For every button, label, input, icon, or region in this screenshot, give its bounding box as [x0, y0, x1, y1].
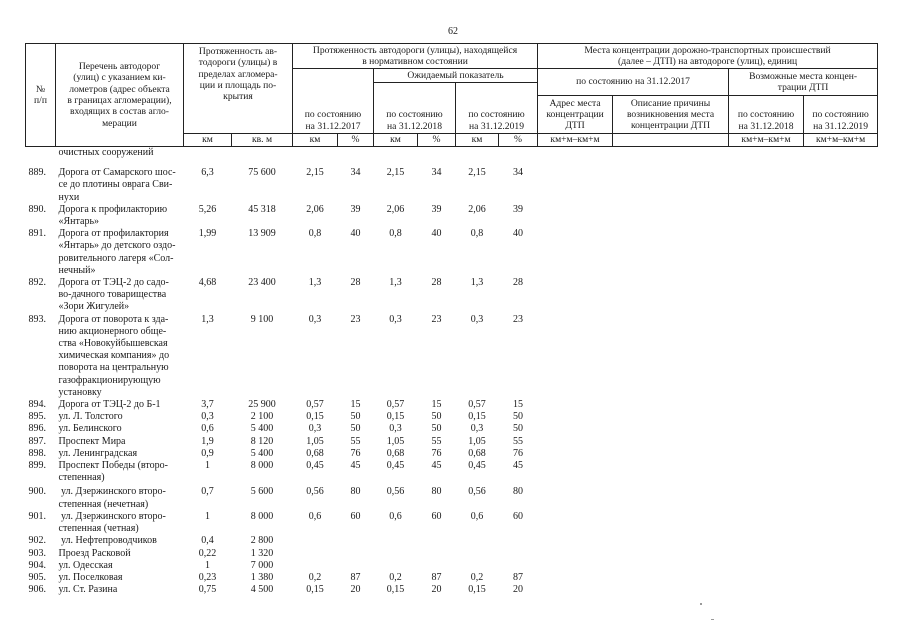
- normative-km-2017: 0,15: [306, 411, 324, 423]
- row-number: 896.: [28, 423, 46, 435]
- table-row: [26, 277, 878, 314]
- coverage-area-sqm: 8 000: [250, 510, 274, 522]
- row-number: 889.: [28, 167, 46, 179]
- length-km: 1,3: [201, 313, 214, 325]
- normative-km-2019: 0,3: [470, 423, 484, 435]
- normative-percent-2019: 50: [513, 411, 524, 423]
- normative-percent-2017: 45: [350, 460, 361, 472]
- normative-percent-2019: 15: [513, 399, 524, 411]
- normative-percent-2017: 23: [350, 313, 361, 325]
- unit-length-km: км: [184, 134, 232, 147]
- length-km: 3,7: [201, 399, 214, 411]
- table-body: [26, 147, 878, 597]
- header-accident-sites: Места концентрации дорожно-транспортных происшествий (далее – ДТП) на автодороге (улиц), единиц: [538, 44, 878, 69]
- coverage-area-sqm: 1 320: [250, 547, 274, 559]
- scan-speck: [711, 619, 714, 620]
- header-possible-2018: по состоянию на 31.12.2018: [729, 96, 804, 134]
- table-row: [26, 314, 878, 399]
- normative-km-2018: 0,3: [389, 313, 402, 325]
- row-number: 902.: [28, 535, 46, 547]
- coverage-area-sqm: 8 000: [250, 460, 274, 472]
- row-number: 906.: [28, 584, 46, 596]
- normative-percent-2018: 39: [431, 203, 442, 215]
- header-expected-indicator: Ожидаемый показатель: [374, 69, 538, 83]
- normative-km-2018: 0,8: [389, 228, 402, 240]
- normative-percent-2019: 45: [513, 460, 524, 472]
- road-name: ул. Дзержинского второ- степенная (четная): [58, 510, 166, 535]
- normative-km-2017: 0,56: [306, 486, 324, 498]
- table-row: [26, 584, 878, 596]
- normative-km-2018: 0,57: [386, 399, 405, 411]
- normative-km-2019: 2,06: [468, 203, 486, 215]
- normative-km-2018: 0,6: [389, 510, 402, 522]
- normative-km-2017: 0,68: [306, 447, 324, 459]
- unit-normative-percent-2019: %: [499, 134, 538, 147]
- coverage-area-sqm: 25 900: [248, 399, 276, 411]
- length-km: 1: [205, 559, 210, 571]
- coverage-area-sqm: 13 909: [248, 228, 276, 240]
- coverage-area-sqm: 23 400: [248, 277, 276, 289]
- normative-percent-2018: 28: [431, 277, 442, 289]
- length-km: 6,3: [201, 167, 214, 179]
- unit-normative-percent-2018: %: [418, 134, 456, 147]
- length-km: 0,3: [201, 411, 214, 423]
- header-road-list: Перечень автодорог (улиц) с указанием ки- лометров (адрес объекта в границах агломерации), входящих в состав агло- мерации: [56, 44, 184, 147]
- normative-percent-2018: 55: [431, 435, 442, 447]
- normative-km-2017: 0,45: [306, 460, 324, 472]
- road-name: ул. Поселковая: [58, 571, 123, 583]
- normative-percent-2019: 40: [513, 228, 524, 240]
- header-normative-2019: по состоянию на 31.12.2019: [456, 83, 538, 134]
- normative-percent-2019: 55: [513, 435, 524, 447]
- scan-speck: [700, 603, 702, 605]
- normative-percent-2017: 87: [350, 571, 361, 583]
- table-row: [26, 159, 878, 204]
- normative-percent-2018: 45: [431, 460, 442, 472]
- normative-km-2019: 0,15: [468, 584, 486, 596]
- header-normative-2018: по состоянию на 31.12.2018: [374, 83, 456, 134]
- road-name: Дорога от ТЭЦ-2 до садо- во-дачного товарищества «Зори Жигулей»: [58, 277, 169, 313]
- normative-percent-2017: 80: [350, 486, 361, 498]
- road-name: ул. Нефтепроводчиков: [58, 535, 157, 547]
- normative-percent-2019: 50: [513, 423, 524, 435]
- road-name: Проезд Расковой: [58, 547, 131, 559]
- coverage-area-sqm: 2 100: [250, 411, 274, 423]
- normative-km-2019: 0,68: [468, 447, 486, 459]
- normative-km-2019: 2,15: [468, 167, 486, 179]
- road-name: ул. Белинского: [58, 423, 122, 435]
- coverage-area-sqm: 5 400: [250, 447, 274, 459]
- table-row: [26, 548, 878, 560]
- normative-km-2018: 0,56: [386, 486, 405, 498]
- normative-km-2017: 1,05: [306, 435, 324, 447]
- coverage-area-sqm: 2 800: [250, 535, 274, 547]
- table-row: [26, 511, 878, 535]
- normative-percent-2017: 20: [350, 584, 361, 596]
- header-accidents-2017: по состоянию на 31.12.2017: [538, 69, 729, 96]
- normative-percent-2018: 40: [431, 228, 442, 240]
- row-number: 903.: [28, 547, 46, 559]
- normative-percent-2019: 87: [513, 571, 524, 583]
- normative-km-2018: 0,45: [386, 460, 405, 472]
- length-km: 0,4: [201, 535, 214, 547]
- normative-km-2017: 0,3: [308, 313, 322, 325]
- coverage-area-sqm: 1 380: [250, 571, 274, 583]
- unit-area-sqm: кв. м: [232, 134, 293, 147]
- normative-percent-2017: 15: [350, 399, 361, 411]
- normative-km-2018: 0,15: [386, 411, 405, 423]
- table-row: [26, 399, 878, 411]
- unit-possible-2019: км+м–км+м: [804, 134, 878, 147]
- unit-accident-cause-blank: [613, 134, 729, 147]
- road-name: Проспект Победы (второ- степенная): [58, 460, 168, 484]
- header-number: № п/п: [26, 44, 56, 147]
- length-km: 1,9: [201, 435, 214, 447]
- row-number: 895.: [28, 411, 46, 423]
- normative-percent-2017: 40: [350, 228, 361, 240]
- row-number: 897.: [28, 435, 46, 447]
- row-number: 899.: [28, 460, 46, 472]
- table-row: [26, 535, 878, 547]
- normative-km-2017: 0,57: [306, 399, 324, 411]
- normative-km-2018: 0,68: [386, 447, 405, 459]
- coverage-area-sqm: 8 120: [250, 435, 274, 447]
- normative-percent-2018: 80: [431, 486, 442, 498]
- page-number: 62: [448, 26, 458, 37]
- unit-normative-percent-2017: %: [338, 134, 374, 147]
- row-number: 901.: [28, 510, 46, 522]
- normative-km-2019: 0,57: [468, 399, 486, 411]
- normative-km-2018: 0,3: [389, 423, 402, 435]
- table-row: [26, 204, 878, 228]
- normative-percent-2019: 28: [513, 277, 524, 289]
- header-possible-sites: Возможные места концен- трации ДТП: [729, 69, 878, 96]
- table-row: [26, 572, 878, 584]
- length-km: 0,6: [201, 423, 214, 435]
- road-name: Дорога от ТЭЦ-2 до Б-1: [58, 399, 161, 411]
- normative-km-2017: 0,2: [308, 571, 322, 583]
- length-km: 0,9: [201, 447, 214, 459]
- header-normative-2017: по состоянию на 31.12.2017: [293, 69, 374, 134]
- normative-percent-2018: 76: [431, 447, 442, 459]
- normative-percent-2019: 20: [513, 584, 524, 596]
- normative-km-2017: 0,8: [308, 228, 322, 240]
- row-number: 904.: [28, 559, 46, 571]
- continuation-row: [26, 147, 878, 160]
- normative-km-2017: 2,15: [306, 167, 324, 179]
- normative-km-2017: 0,3: [308, 423, 322, 435]
- unit-possible-2018: км+м–км+м: [729, 134, 804, 147]
- row-number: 891.: [28, 228, 46, 240]
- row-number: 898.: [28, 447, 46, 459]
- road-name: Дорога от Самарского шос- се до плотины оврага Сви- нухи: [58, 167, 176, 203]
- normative-km-2018: 2,15: [386, 167, 405, 179]
- normative-percent-2019: 60: [513, 510, 524, 522]
- normative-percent-2017: 76: [350, 447, 361, 459]
- road-name: ул. Ленинградская: [58, 447, 138, 459]
- road-table: [25, 43, 878, 596]
- normative-percent-2017: 50: [350, 423, 361, 435]
- normative-km-2019: 1,05: [468, 435, 486, 447]
- table-row: [26, 460, 878, 484]
- normative-km-2017: 1,3: [308, 277, 322, 289]
- unit-normative-km-2019: км: [456, 134, 499, 147]
- normative-percent-2017: 39: [350, 203, 361, 215]
- unit-accident-address: км+м–км+м: [538, 134, 613, 147]
- normative-percent-2019: 34: [513, 167, 524, 179]
- normative-percent-2017: 34: [350, 167, 361, 179]
- road-name: ул. Л. Толстого: [58, 411, 123, 423]
- length-km: 5,26: [198, 203, 217, 215]
- normative-percent-2018: 23: [431, 313, 442, 325]
- header-possible-2019: по состоянию на 31.12.2019: [804, 96, 878, 134]
- normative-km-2019: 0,15: [468, 411, 486, 423]
- coverage-area-sqm: 4 500: [250, 584, 274, 596]
- row-number: 905.: [28, 571, 46, 583]
- unit-normative-km-2017: км: [293, 134, 338, 147]
- normative-km-2019: 0,3: [470, 313, 484, 325]
- row-number: 893.: [28, 313, 46, 325]
- table-row: [26, 484, 878, 510]
- road-name: ул. Одесская: [58, 559, 113, 571]
- normative-percent-2018: 60: [431, 510, 442, 522]
- header-length: Протяженность ав- тодороги (улицы) в пределах агломера- ции и площадь по- крытия: [184, 44, 293, 134]
- header-accident-address: Адрес места концентрации ДТП: [538, 96, 613, 134]
- normative-percent-2018: 15: [431, 399, 442, 411]
- length-km: 0,75: [198, 584, 217, 596]
- header-normative-length: Протяженность автодороги (улицы), находящейся в нормативном состоянии: [293, 44, 538, 69]
- normative-percent-2019: 39: [513, 203, 524, 215]
- coverage-area-sqm: 9 100: [250, 313, 274, 325]
- normative-km-2019: 0,6: [470, 510, 484, 522]
- length-km: 0,22: [198, 547, 217, 559]
- normative-percent-2018: 50: [431, 411, 442, 423]
- normative-km-2018: 1,05: [386, 435, 405, 447]
- normative-percent-2017: 50: [350, 411, 361, 423]
- coverage-area-sqm: 45 318: [248, 203, 276, 215]
- unit-normative-km-2018: км: [374, 134, 418, 147]
- normative-km-2019: 0,8: [470, 228, 484, 240]
- normative-km-2017: 0,6: [308, 510, 322, 522]
- table-row: [26, 448, 878, 460]
- road-name: ул. Ст. Разина: [58, 584, 118, 596]
- length-km: 0,7: [201, 486, 214, 498]
- normative-percent-2018: 87: [431, 571, 442, 583]
- normative-km-2018: 0,2: [389, 571, 402, 583]
- normative-percent-2017: 28: [350, 277, 361, 289]
- road-name: Дорога к профилакторию «Янтарь»: [58, 203, 168, 228]
- table-row: [26, 228, 878, 277]
- normative-km-2019: 0,45: [468, 460, 486, 472]
- table-header: [26, 44, 878, 147]
- header-row: [26, 44, 878, 69]
- road-name: Дорога от поворота к зда- нию акционерного обще- ства «Новокуйбышевская химическая компания» до поворота на центральную газофракционирующую установку: [58, 313, 170, 398]
- coverage-area-sqm: 75 600: [248, 167, 276, 179]
- length-km: 4,68: [198, 277, 217, 289]
- normative-km-2017: 0,15: [306, 584, 324, 596]
- normative-percent-2019: 76: [513, 447, 524, 459]
- row-number: [26, 147, 56, 160]
- normative-percent-2018: 34: [431, 167, 442, 179]
- road-name-continuation: очистных сооружений: [58, 147, 154, 158]
- table-row: [26, 423, 878, 435]
- normative-km-2018: 0,15: [386, 584, 405, 596]
- row-number: 900.: [28, 486, 46, 498]
- normative-km-2019: 0,2: [470, 571, 484, 583]
- normative-percent-2019: 23: [513, 313, 524, 325]
- normative-percent-2017: 55: [350, 435, 361, 447]
- road-name: Дорога от профилактория «Янтарь» до детского оздо- ровительного лагеря «Сол- нечный»: [58, 228, 176, 276]
- length-km: 1,99: [198, 228, 217, 240]
- table-row: [26, 411, 878, 423]
- table-row: [26, 560, 878, 572]
- row-number: 892.: [28, 277, 46, 289]
- row-number: 894.: [28, 399, 46, 411]
- length-km: 1: [205, 510, 210, 522]
- normative-percent-2017: 60: [350, 510, 361, 522]
- normative-km-2019: 1,3: [470, 277, 484, 289]
- row-number: 890.: [28, 203, 46, 215]
- normative-km-2017: 2,06: [306, 203, 324, 215]
- road-name: Проспект Мира: [58, 435, 126, 447]
- length-km: 0,23: [198, 571, 217, 583]
- normative-percent-2019: 80: [513, 486, 524, 498]
- coverage-area-sqm: 5 400: [250, 423, 274, 435]
- length-km: 1: [205, 460, 210, 472]
- coverage-area-sqm: 5 600: [250, 486, 274, 498]
- table-row: [26, 436, 878, 448]
- road-name: ул. Дзержинского второ- степенная (нечетная): [58, 486, 166, 510]
- normative-percent-2018: 50: [431, 423, 442, 435]
- header-accident-cause: Описание причины возникновения места концентрации ДТП: [613, 96, 729, 134]
- normative-km-2019: 0,56: [468, 486, 486, 498]
- normative-percent-2018: 20: [431, 584, 442, 596]
- normative-km-2018: 2,06: [386, 203, 405, 215]
- normative-km-2018: 1,3: [389, 277, 402, 289]
- coverage-area-sqm: 7 000: [250, 559, 274, 571]
